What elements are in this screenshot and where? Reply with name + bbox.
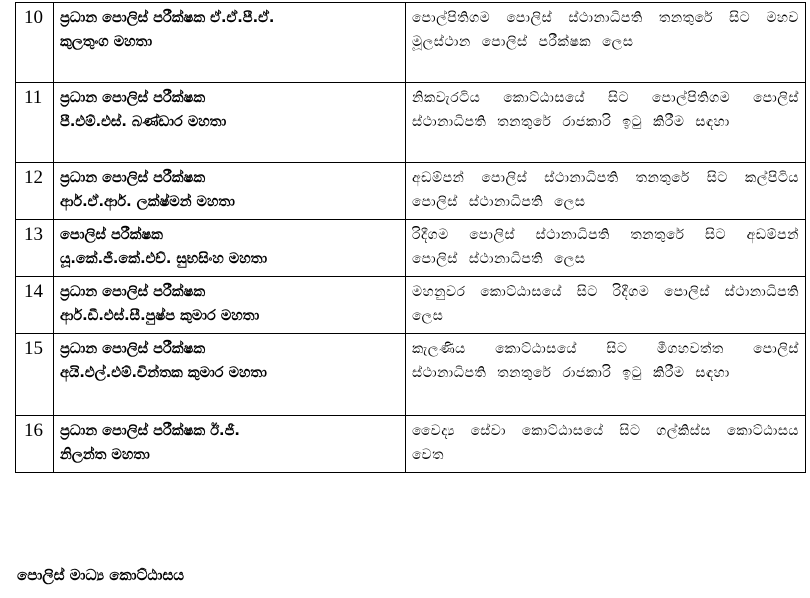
officer-rank-line: ප්‍රධාන පොලිස් පරීක්ෂක ඊ.ජී. <box>60 423 240 439</box>
officer-name-cell <box>54 3 406 83</box>
officer-name-line: නිලන්ත මහතා <box>60 447 150 463</box>
officer-name-line: පී.එම්.එස්. බණ්ඩාර මහතා <box>60 114 227 130</box>
row-number: 14 <box>16 277 54 334</box>
officer-rank-line: ප්‍රධාන පොලිස් පරීක්ෂක <box>60 284 206 300</box>
table-row <box>16 277 806 334</box>
row-number: 13 <box>16 220 54 277</box>
officer-name-line: ආර්.ඒ.ආර්. ලක්ෂ්මන් මහතා <box>60 194 235 210</box>
table-row <box>16 220 806 277</box>
table-row <box>16 3 806 83</box>
transfer-description: වෛද්‍ය සේවා කොට්ඨාසයේ සිට ගල්කිස්ස කොට්ඨාසය වෙත <box>406 416 806 473</box>
officer-rank-line: ප්‍රධාන පොලිස් පරීක්ෂක <box>60 90 206 106</box>
officer-name-cell <box>54 416 406 473</box>
transfers-table <box>15 2 806 473</box>
table-row <box>16 83 806 163</box>
transfer-description: කැලණිය කොට්ඨාසයේ සිට මීගහවත්ත පොලිස් ස්ථානාධිපති තනතුරේ රාජකාරි ඉටු කිරීම සඳහා <box>406 334 806 416</box>
officer-rank-line: ප්‍රධාන පොලිස් පරීක්ෂක <box>60 341 206 357</box>
officer-name-cell <box>54 163 406 220</box>
officer-rank-line: පොලිස් පරීක්ෂක <box>60 227 163 243</box>
department-signature: පොලිස් මාධ්‍ය කොට්ඨාසය <box>17 566 185 584</box>
table-row <box>16 163 806 220</box>
officer-rank-line: ප්‍රධාන පොලිස් පරීක්ෂක ඒ.ඒ.පී.ඒ. <box>60 10 275 26</box>
transfer-description: පොල්පිතිගම පොලිස් ස්ථානාධිපති තනතුරේ සිට මහව මූලස්ථාන පොලිස් පරීක්ෂක ලෙස <box>406 3 806 83</box>
row-number: 11 <box>16 83 54 163</box>
officer-name-cell <box>54 220 406 277</box>
officer-name-line: කුලතුංග මහතා <box>60 34 153 50</box>
transfer-description: රිදීගම පොලිස් ස්ථානාධිපති තනතුරේ සිට අඩම්පන් පොලිස් ස්ථානාධිපති ලෙස <box>406 220 806 277</box>
row-number: 16 <box>16 416 54 473</box>
officer-name-cell <box>54 277 406 334</box>
officer-name-cell <box>54 334 406 416</box>
table-row <box>16 334 806 416</box>
officer-name-line: අයි.එල්.එම්.චින්තක කුමාර මහතා <box>60 365 267 381</box>
officer-name-line: ආර්.ඩී.එස්.සී.පුෂ්ප කුමාර මහතා <box>60 308 260 324</box>
row-number: 12 <box>16 163 54 220</box>
transfer-description: නිකවැරටිය කොට්ඨාසයේ සිට පොල්පිතිගම පොලිස් ස්ථානාධිපති තනතුරේ රාජකාරි ඉටු කිරීම සඳහා <box>406 83 806 163</box>
officer-name-cell <box>54 83 406 163</box>
row-number: 10 <box>16 3 54 83</box>
transfer-description: මහනුවර කොට්ඨාසයේ සිට රිදීගම පොලිස් ස්ථානාධිපති ලෙස <box>406 277 806 334</box>
transfer-description: අඩම්පන් පොලිස් ස්ථානාධිපති තනතුරේ සිට කල්පිටිය පොලිස් ස්ථානාධිපති ලෙස <box>406 163 806 220</box>
officer-name-line: යූ.කේ.ජී.කේ.එච්. සුභසිංහ මහතා <box>60 251 268 267</box>
officer-rank-line: ප්‍රධාන පොලිස් පරීක්ෂක <box>60 170 206 186</box>
table-row <box>16 416 806 473</box>
row-number: 15 <box>16 334 54 416</box>
